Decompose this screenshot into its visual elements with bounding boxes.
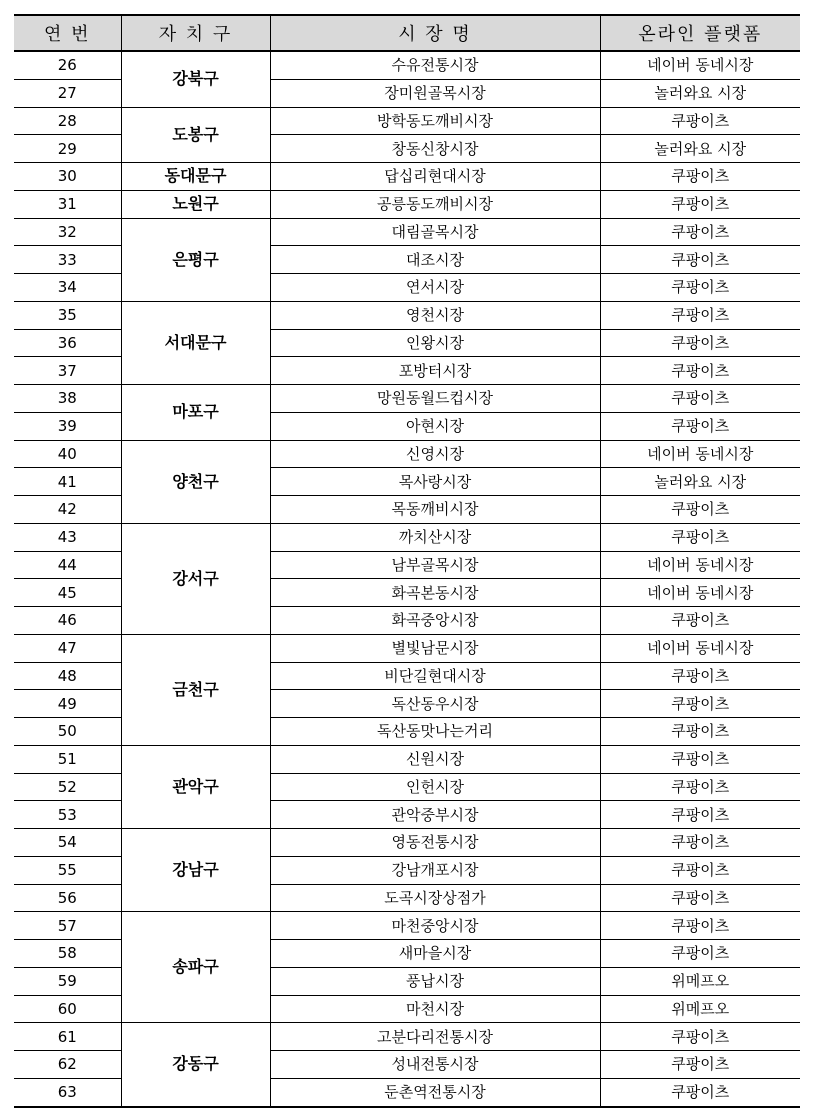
market-name: 도곡시장상점가: [270, 884, 600, 912]
district-cell: 강동구: [121, 1023, 270, 1107]
row-number: 56: [14, 884, 121, 912]
table-row: [14, 1023, 800, 1051]
table-row: [14, 385, 800, 413]
online-platform: 위메프오: [600, 995, 800, 1023]
district-cell: 양천구: [121, 440, 270, 523]
district-cell: 은평구: [121, 218, 270, 301]
header-district: 자 치 구: [121, 15, 270, 51]
row-number: 50: [14, 718, 121, 746]
row-number: 34: [14, 274, 121, 302]
market-name: 답십리현대시장: [270, 163, 600, 191]
online-platform: 놀러와요 시장: [600, 468, 800, 496]
market-name: 대림골목시장: [270, 218, 600, 246]
market-name: 인헌시장: [270, 773, 600, 801]
row-number: 63: [14, 1078, 121, 1106]
row-number: 41: [14, 468, 121, 496]
table-row: [14, 163, 800, 191]
table-row: [14, 218, 800, 246]
market-name: 강남개포시장: [270, 856, 600, 884]
district-cell: 서대문구: [121, 301, 270, 384]
market-name: 창동신창시장: [270, 135, 600, 163]
online-platform: 쿠팡이츠: [600, 801, 800, 829]
online-platform: 놀러와요 시장: [600, 79, 800, 107]
online-platform: 네이버 동네시장: [600, 579, 800, 607]
online-platform: 네이버 동네시장: [600, 51, 800, 79]
market-name: 포방터시장: [270, 357, 600, 385]
table-row: [14, 912, 800, 940]
online-platform: 쿠팡이츠: [600, 523, 800, 551]
district-cell: 마포구: [121, 385, 270, 441]
row-number: 58: [14, 940, 121, 968]
row-number: 45: [14, 579, 121, 607]
market-name: 목사랑시장: [270, 468, 600, 496]
online-platform: 쿠팡이츠: [600, 690, 800, 718]
district-cell: 금천구: [121, 634, 270, 745]
table-header: [14, 15, 800, 51]
table-row: [14, 107, 800, 135]
row-number: 36: [14, 329, 121, 357]
row-number: 62: [14, 1051, 121, 1079]
row-number: 51: [14, 745, 121, 773]
market-name: 별빛남문시장: [270, 634, 600, 662]
row-number: 46: [14, 607, 121, 635]
online-platform: 쿠팡이츠: [600, 773, 800, 801]
market-name: 연서시장: [270, 274, 600, 302]
row-number: 44: [14, 551, 121, 579]
table-row: [14, 523, 800, 551]
online-platform: 쿠팡이츠: [600, 856, 800, 884]
market-name: 신원시장: [270, 745, 600, 773]
row-number: 38: [14, 385, 121, 413]
market-name: 장미원골목시장: [270, 79, 600, 107]
online-platform: 쿠팡이츠: [600, 274, 800, 302]
row-number: 30: [14, 163, 121, 191]
online-platform: 위메프오: [600, 967, 800, 995]
market-name: 남부골목시장: [270, 551, 600, 579]
market-name: 관악중부시장: [270, 801, 600, 829]
online-platform: 쿠팡이츠: [600, 662, 800, 690]
table-row: [14, 634, 800, 662]
market-name: 풍납시장: [270, 967, 600, 995]
header-no: 연 번: [14, 15, 121, 51]
table-row: [14, 301, 800, 329]
online-platform: 쿠팡이츠: [600, 607, 800, 635]
market-name: 영동전통시장: [270, 829, 600, 857]
online-platform: 쿠팡이츠: [600, 357, 800, 385]
row-number: 54: [14, 829, 121, 857]
online-platform: 쿠팡이츠: [600, 107, 800, 135]
district-cell: 동대문구: [121, 163, 270, 191]
market-name: 대조시장: [270, 246, 600, 274]
table-row: [14, 829, 800, 857]
district-cell: 관악구: [121, 745, 270, 828]
online-platform: 쿠팡이츠: [600, 940, 800, 968]
district-cell: 강서구: [121, 523, 270, 634]
online-platform: 쿠팡이츠: [600, 301, 800, 329]
row-number: 61: [14, 1023, 121, 1051]
table-row: [14, 440, 800, 468]
header-row: [14, 15, 800, 51]
row-number: 53: [14, 801, 121, 829]
market-name: 방학동도깨비시장: [270, 107, 600, 135]
online-platform: 쿠팡이츠: [600, 385, 800, 413]
online-platform: 네이버 동네시장: [600, 440, 800, 468]
row-number: 39: [14, 412, 121, 440]
online-platform: 쿠팡이츠: [600, 163, 800, 191]
row-number: 42: [14, 496, 121, 524]
row-number: 26: [14, 51, 121, 79]
row-number: 31: [14, 190, 121, 218]
market-name: 비단길현대시장: [270, 662, 600, 690]
market-name: 마천시장: [270, 995, 600, 1023]
online-platform: 쿠팡이츠: [600, 1051, 800, 1079]
online-platform: 쿠팡이츠: [600, 190, 800, 218]
market-name: 성내전통시장: [270, 1051, 600, 1079]
row-number: 43: [14, 523, 121, 551]
table-row: [14, 51, 800, 79]
market-name: 화곡본동시장: [270, 579, 600, 607]
market-name: 수유전통시장: [270, 51, 600, 79]
online-platform: 네이버 동네시장: [600, 551, 800, 579]
online-platform: 쿠팡이츠: [600, 912, 800, 940]
row-number: 33: [14, 246, 121, 274]
row-number: 37: [14, 357, 121, 385]
header-market: 시 장 명: [270, 15, 600, 51]
row-number: 55: [14, 856, 121, 884]
district-cell: 도봉구: [121, 107, 270, 163]
market-name: 공릉동도깨비시장: [270, 190, 600, 218]
table-row: [14, 190, 800, 218]
online-platform: 쿠팡이츠: [600, 218, 800, 246]
table-body: [14, 51, 800, 1107]
online-platform: 쿠팡이츠: [600, 718, 800, 746]
market-name: 독산동맛나는거리: [270, 718, 600, 746]
row-number: 52: [14, 773, 121, 801]
market-table: [14, 14, 800, 1108]
row-number: 47: [14, 634, 121, 662]
row-number: 32: [14, 218, 121, 246]
market-name: 까치산시장: [270, 523, 600, 551]
table-row: [14, 745, 800, 773]
market-name: 고분다리전통시장: [270, 1023, 600, 1051]
row-number: 57: [14, 912, 121, 940]
market-name: 아현시장: [270, 412, 600, 440]
online-platform: 쿠팡이츠: [600, 884, 800, 912]
market-name: 새마을시장: [270, 940, 600, 968]
district-cell: 강남구: [121, 829, 270, 912]
market-name: 화곡중앙시장: [270, 607, 600, 635]
online-platform: 쿠팡이츠: [600, 329, 800, 357]
online-platform: 쿠팡이츠: [600, 745, 800, 773]
market-name: 둔촌역전통시장: [270, 1078, 600, 1106]
market-name: 목동깨비시장: [270, 496, 600, 524]
header-platform: 온라인 플랫폼: [600, 15, 800, 51]
row-number: 35: [14, 301, 121, 329]
online-platform: 쿠팡이츠: [600, 246, 800, 274]
market-name: 신영시장: [270, 440, 600, 468]
row-number: 49: [14, 690, 121, 718]
district-cell: 강북구: [121, 51, 270, 107]
district-cell: 송파구: [121, 912, 270, 1023]
row-number: 48: [14, 662, 121, 690]
row-number: 40: [14, 440, 121, 468]
row-number: 60: [14, 995, 121, 1023]
market-name: 독산동우시장: [270, 690, 600, 718]
market-name: 인왕시장: [270, 329, 600, 357]
online-platform: 쿠팡이츠: [600, 412, 800, 440]
row-number: 27: [14, 79, 121, 107]
district-cell: 노원구: [121, 190, 270, 218]
online-platform: 쿠팡이츠: [600, 829, 800, 857]
row-number: 28: [14, 107, 121, 135]
market-name: 망원동월드컵시장: [270, 385, 600, 413]
online-platform: 쿠팡이츠: [600, 496, 800, 524]
online-platform: 쿠팡이츠: [600, 1023, 800, 1051]
online-platform: 놀러와요 시장: [600, 135, 800, 163]
online-platform: 쿠팡이츠: [600, 1078, 800, 1106]
row-number: 59: [14, 967, 121, 995]
online-platform: 네이버 동네시장: [600, 634, 800, 662]
row-number: 29: [14, 135, 121, 163]
market-name: 영천시장: [270, 301, 600, 329]
market-name: 마천중앙시장: [270, 912, 600, 940]
